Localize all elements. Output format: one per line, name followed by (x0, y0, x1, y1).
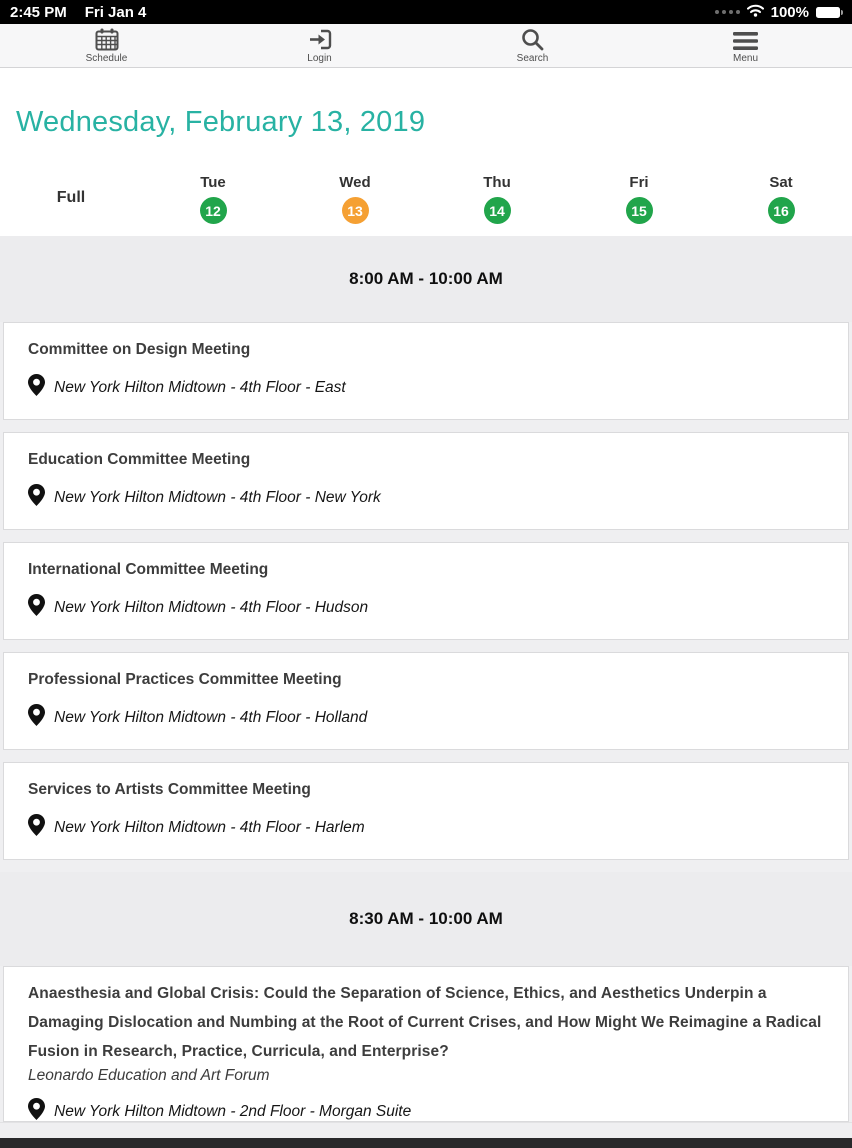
location-pin-icon (28, 704, 45, 731)
event-location: New York Hilton Midtown - 4th Floor - Holland (54, 708, 368, 726)
day-abbr: Tue (200, 174, 226, 191)
event-location: New York Hilton Midtown - 4th Floor - Hudson (54, 598, 369, 616)
toolbar-item-login[interactable] (213, 24, 426, 67)
day-option-wed[interactable] (284, 172, 426, 236)
day-option-thu[interactable] (426, 172, 568, 236)
search-icon (521, 28, 544, 53)
event-card-committee-on-design[interactable] (3, 322, 849, 420)
battery-icon (816, 7, 840, 18)
time-section-header: 8:30 AM - 10:00 AM (0, 872, 852, 966)
toolbar-label-schedule: Schedule (85, 53, 128, 64)
day-circle-16[interactable]: 16 (768, 197, 795, 224)
day-circle-12[interactable]: 12 (200, 197, 227, 224)
toolbar (0, 24, 852, 68)
day-option-tue[interactable] (142, 172, 284, 236)
toolbar-item-menu[interactable] (639, 24, 852, 67)
status-date: Fri Jan 4 (84, 3, 147, 21)
location-pin-icon (28, 484, 45, 511)
event-location: New York Hilton Midtown - 4th Floor - Harlem (54, 818, 365, 836)
event-title: Services to Artists Committee Meeting (28, 781, 311, 798)
event-card-professional-practices[interactable] (3, 652, 849, 750)
toolbar-label-login: Login (307, 53, 332, 64)
event-title: Education Committee Meeting (28, 451, 251, 468)
day-option-full[interactable] (0, 172, 142, 236)
toolbar-item-search[interactable] (426, 24, 639, 67)
wifi-icon (747, 4, 764, 21)
toolbar-item-schedule[interactable] (0, 24, 213, 67)
event-card-international-committee[interactable] (3, 542, 849, 640)
event-title: Anaesthesia and Global Crisis: Could the Separation of Science, Ethics, and Aesthetics Underpin a Damaging Dislocation and Numbing at the Root of Current Crises, and How Might We Reimagine a Radical Fusion in Research, Practice, Curricula, and Enterprise? (28, 985, 822, 1060)
day-selector (0, 172, 852, 236)
menu-icon (733, 31, 758, 53)
day-circle-15[interactable]: 15 (626, 197, 653, 224)
event-title: Committee on Design Meeting (28, 341, 251, 358)
schedule-list (0, 236, 852, 1148)
next-card-edge (0, 1138, 852, 1148)
day-circle-14[interactable]: 14 (484, 197, 511, 224)
day-option-sat[interactable] (710, 172, 852, 236)
event-title: Professional Practices Committee Meeting (28, 671, 342, 688)
day-abbr: Wed (339, 174, 371, 191)
toolbar-label-search: Search (516, 53, 549, 64)
day-abbr: Sat (769, 174, 793, 191)
location-pin-icon (28, 814, 45, 841)
event-location: New York Hilton Midtown - 2nd Floor - Morgan Suite (54, 1102, 412, 1120)
event-subtitle: Leonardo Education and Art Forum (28, 1067, 270, 1084)
battery-percent: 100% (770, 3, 809, 21)
page-title: Wednesday, February 13, 2019 (16, 106, 426, 138)
status-bar (0, 0, 852, 24)
event-location: New York Hilton Midtown - 4th Floor - East (54, 378, 346, 396)
day-option-fri[interactable] (568, 172, 710, 236)
event-title: International Committee Meeting (28, 561, 269, 578)
event-location: New York Hilton Midtown - 4th Floor - New York (54, 488, 381, 506)
day-full-label: Full (56, 189, 86, 206)
toolbar-label-menu: Menu (732, 53, 758, 64)
location-pin-icon (28, 594, 45, 621)
day-abbr: Fri (629, 174, 649, 191)
event-card-education-committee[interactable] (3, 432, 849, 530)
event-card-services-to-artists[interactable] (3, 762, 849, 860)
event-card-anaesthesia-global-crisis[interactable] (3, 966, 849, 1122)
day-circle-13-selected[interactable]: 13 (342, 197, 369, 224)
cellular-dots-icon (715, 10, 740, 14)
location-pin-icon (28, 1098, 45, 1122)
login-icon (308, 28, 332, 53)
day-abbr: Thu (483, 174, 511, 191)
time-section-header: 8:00 AM - 10:00 AM (0, 236, 852, 322)
calendar-icon (95, 28, 119, 53)
location-pin-icon (28, 374, 45, 401)
status-time: 2:45 PM (10, 3, 67, 21)
